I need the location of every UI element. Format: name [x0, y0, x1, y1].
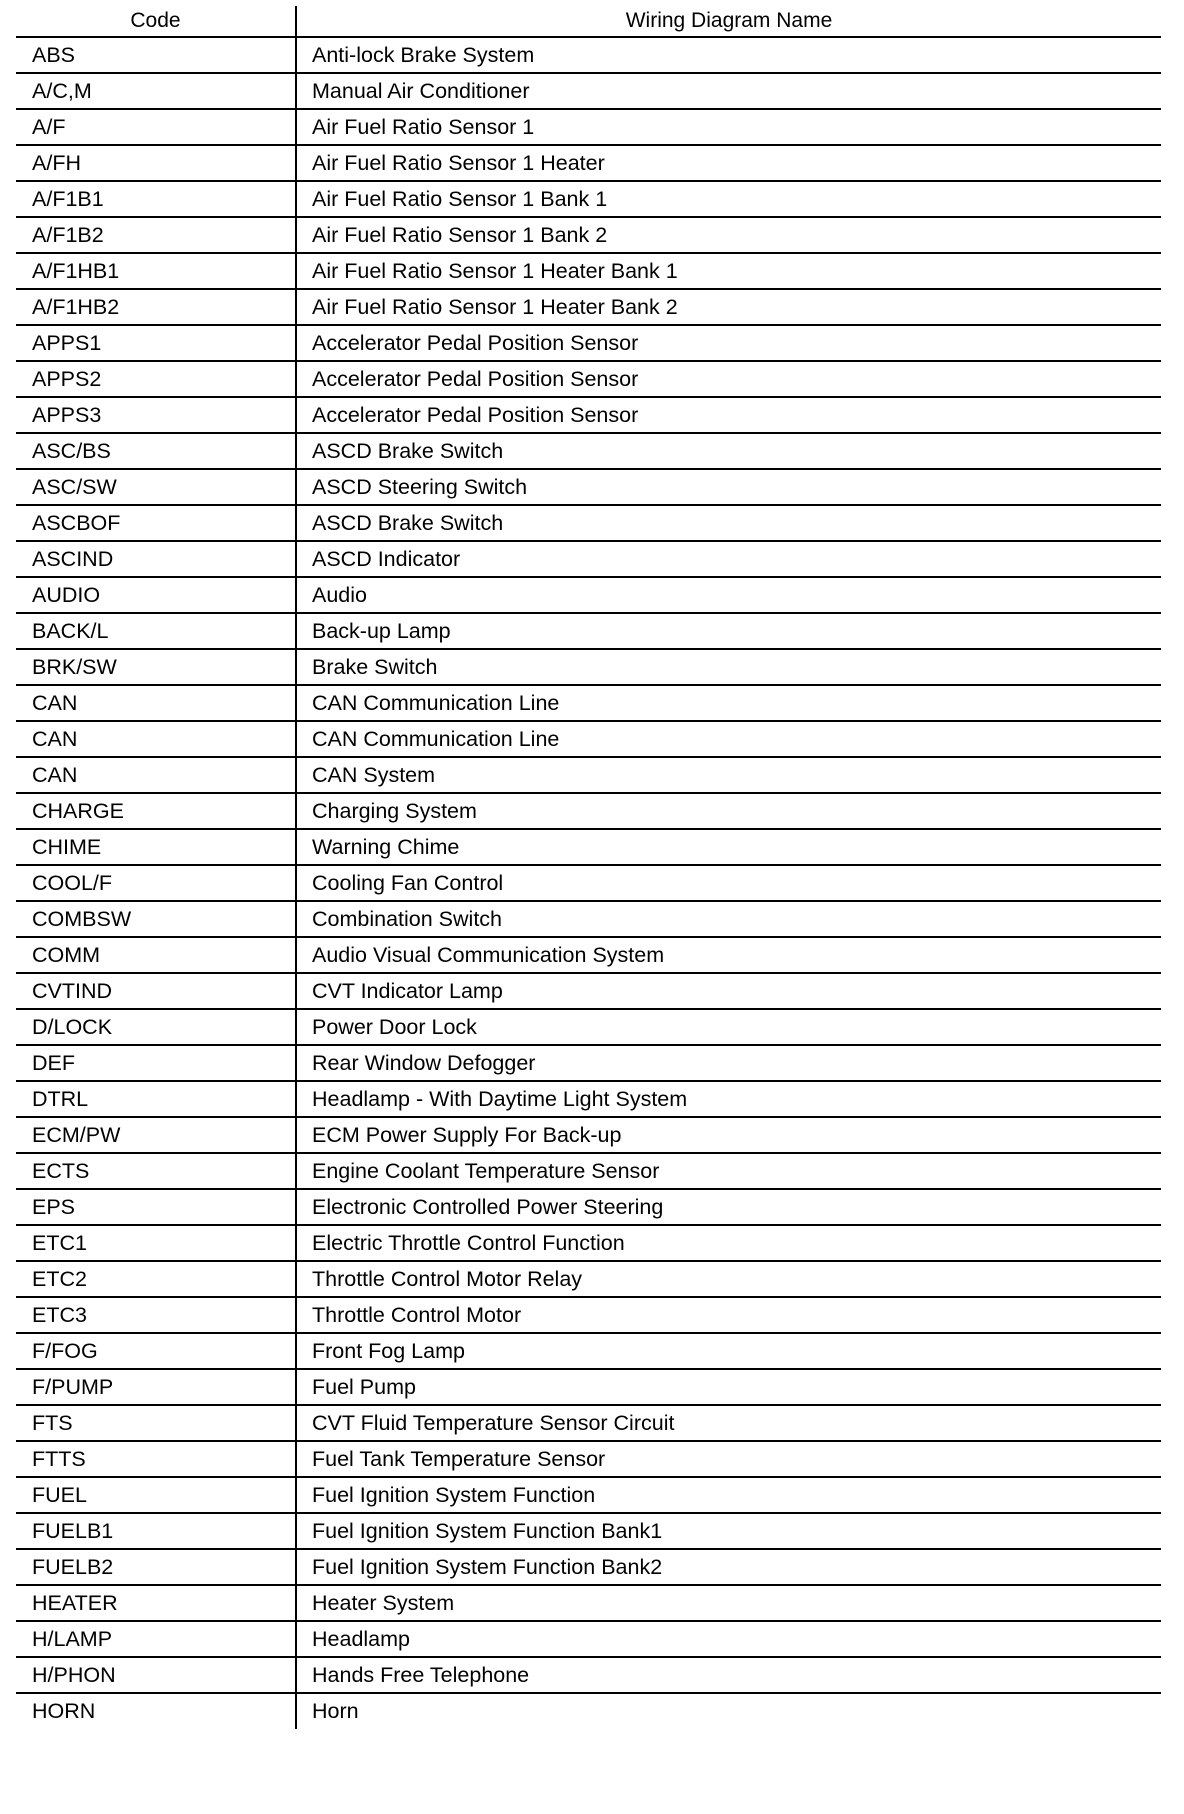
table-row: [16, 1009, 1161, 1045]
wiring-diagram-name-cell: CAN Communication Line: [296, 721, 1161, 757]
code-cell: BRK/SW: [16, 649, 296, 685]
code-cell: CHARGE: [16, 793, 296, 829]
code-cell: ECM/PW: [16, 1117, 296, 1153]
wiring-diagram-name-cell: CAN System: [296, 757, 1161, 793]
wiring-diagram-name-cell: Heater System: [296, 1585, 1161, 1621]
wiring-diagram-name-cell: Fuel Ignition System Function Bank2: [296, 1549, 1161, 1585]
table-header: [16, 6, 1161, 37]
table-row: [16, 1081, 1161, 1117]
code-cell: FTTS: [16, 1441, 296, 1477]
wiring-diagram-name-cell: Throttle Control Motor Relay: [296, 1261, 1161, 1297]
table-row: [16, 757, 1161, 793]
code-cell: APPS2: [16, 361, 296, 397]
wiring-diagram-name-cell: Audio: [296, 577, 1161, 613]
code-cell: HEATER: [16, 1585, 296, 1621]
wiring-diagram-name-cell: Headlamp: [296, 1621, 1161, 1657]
code-cell: COMM: [16, 937, 296, 973]
table-row: [16, 937, 1161, 973]
code-cell: COMBSW: [16, 901, 296, 937]
wiring-diagram-name-cell: ECM Power Supply For Back-up: [296, 1117, 1161, 1153]
code-cell: A/F: [16, 109, 296, 145]
table-row: [16, 397, 1161, 433]
code-cell: D/LOCK: [16, 1009, 296, 1045]
table-row: [16, 793, 1161, 829]
code-cell: FUEL: [16, 1477, 296, 1513]
wiring-diagram-name-cell: Throttle Control Motor: [296, 1297, 1161, 1333]
code-cell: ABS: [16, 37, 296, 73]
table-row: [16, 973, 1161, 1009]
code-cell: ETC3: [16, 1297, 296, 1333]
table-row: [16, 361, 1161, 397]
wiring-diagram-name-cell: Hands Free Telephone: [296, 1657, 1161, 1693]
code-cell: FTS: [16, 1405, 296, 1441]
table-row: [16, 505, 1161, 541]
header-row: [16, 6, 1161, 37]
code-column-header: Code: [16, 6, 296, 37]
code-cell: ASCBOF: [16, 505, 296, 541]
table-row: [16, 1477, 1161, 1513]
code-cell: EPS: [16, 1189, 296, 1225]
table-row: [16, 901, 1161, 937]
code-cell: BACK/L: [16, 613, 296, 649]
code-cell: CHIME: [16, 829, 296, 865]
code-cell: APPS3: [16, 397, 296, 433]
table-row: [16, 721, 1161, 757]
wiring-diagram-name-cell: ASCD Steering Switch: [296, 469, 1161, 505]
table-row: [16, 1585, 1161, 1621]
code-cell: DTRL: [16, 1081, 296, 1117]
code-cell: COOL/F: [16, 865, 296, 901]
code-cell: A/F1HB1: [16, 253, 296, 289]
wiring-diagram-name-column-header: Wiring Diagram Name: [296, 6, 1161, 37]
table-row: [16, 181, 1161, 217]
table-row: [16, 1261, 1161, 1297]
table-row: [16, 1225, 1161, 1261]
wiring-diagram-name-cell: Accelerator Pedal Position Sensor: [296, 325, 1161, 361]
wiring-diagram-name-cell: Air Fuel Ratio Sensor 1 Heater Bank 2: [296, 289, 1161, 325]
table-row: [16, 469, 1161, 505]
code-cell: A/FH: [16, 145, 296, 181]
code-cell: ASCIND: [16, 541, 296, 577]
wiring-diagram-name-cell: Fuel Tank Temperature Sensor: [296, 1441, 1161, 1477]
wiring-diagram-name-cell: Front Fog Lamp: [296, 1333, 1161, 1369]
table-row: [16, 1405, 1161, 1441]
table-row: [16, 73, 1161, 109]
wiring-diagram-name-cell: Engine Coolant Temperature Sensor: [296, 1153, 1161, 1189]
code-cell: CAN: [16, 757, 296, 793]
table-row: [16, 1549, 1161, 1585]
wiring-diagram-name-cell: Air Fuel Ratio Sensor 1 Heater: [296, 145, 1161, 181]
wiring-diagram-name-cell: Headlamp - With Daytime Light System: [296, 1081, 1161, 1117]
code-cell: ASC/SW: [16, 469, 296, 505]
wiring-diagram-name-cell: Air Fuel Ratio Sensor 1 Bank 1: [296, 181, 1161, 217]
code-cell: H/PHON: [16, 1657, 296, 1693]
wiring-diagram-code-table: [16, 6, 1161, 1729]
wiring-diagram-name-cell: Air Fuel Ratio Sensor 1: [296, 109, 1161, 145]
table-row: [16, 325, 1161, 361]
wiring-diagram-name-cell: Manual Air Conditioner: [296, 73, 1161, 109]
wiring-diagram-name-cell: CVT Indicator Lamp: [296, 973, 1161, 1009]
code-cell: FUELB1: [16, 1513, 296, 1549]
wiring-diagram-name-cell: Fuel Ignition System Function: [296, 1477, 1161, 1513]
wiring-diagram-name-cell: Combination Switch: [296, 901, 1161, 937]
code-cell: CAN: [16, 685, 296, 721]
table-row: [16, 613, 1161, 649]
code-cell: A/F1B1: [16, 181, 296, 217]
table-row: [16, 1369, 1161, 1405]
wiring-diagram-name-cell: ASCD Indicator: [296, 541, 1161, 577]
code-cell: H/LAMP: [16, 1621, 296, 1657]
wiring-diagram-name-cell: Rear Window Defogger: [296, 1045, 1161, 1081]
table-row: [16, 217, 1161, 253]
wiring-diagram-name-cell: Warning Chime: [296, 829, 1161, 865]
wiring-diagram-name-cell: CAN Communication Line: [296, 685, 1161, 721]
code-cell: A/F1HB2: [16, 289, 296, 325]
wiring-diagram-name-cell: ASCD Brake Switch: [296, 433, 1161, 469]
code-cell: ETC2: [16, 1261, 296, 1297]
table-row: [16, 37, 1161, 73]
table-row: [16, 145, 1161, 181]
wiring-diagram-name-cell: Accelerator Pedal Position Sensor: [296, 361, 1161, 397]
table-row: [16, 685, 1161, 721]
table-row: [16, 433, 1161, 469]
wiring-diagram-name-cell: Audio Visual Communication System: [296, 937, 1161, 973]
wiring-diagram-name-cell: Fuel Ignition System Function Bank1: [296, 1513, 1161, 1549]
code-cell: FUELB2: [16, 1549, 296, 1585]
table-row: [16, 829, 1161, 865]
table-row: [16, 1117, 1161, 1153]
table-body: [16, 37, 1161, 1729]
wiring-diagram-name-cell: Charging System: [296, 793, 1161, 829]
wiring-diagram-name-cell: Electronic Controlled Power Steering: [296, 1189, 1161, 1225]
wiring-diagram-name-cell: Horn: [312, 1699, 359, 1723]
table-row: [16, 577, 1161, 613]
table-row: [16, 649, 1161, 685]
code-cell: AUDIO: [16, 577, 296, 613]
code-cell: A/F1B2: [16, 217, 296, 253]
code-cell: A/C,M: [16, 73, 296, 109]
table-row: [16, 289, 1161, 325]
code-cell: F/PUMP: [16, 1369, 296, 1405]
wiring-diagram-name-cell: ASCD Brake Switch: [296, 505, 1161, 541]
table-row: [16, 1693, 1161, 1729]
table-row: [16, 1621, 1161, 1657]
table-row: [16, 1657, 1161, 1693]
code-cell: F/FOG: [16, 1333, 296, 1369]
table-row: [16, 541, 1161, 577]
table-row: [16, 1153, 1161, 1189]
code-cell: DEF: [16, 1045, 296, 1081]
table-row: [16, 1513, 1161, 1549]
wiring-diagram-name-cell: Power Door Lock: [296, 1009, 1161, 1045]
wiring-diagram-name-cell: Accelerator Pedal Position Sensor: [296, 397, 1161, 433]
table-row: [16, 1297, 1161, 1333]
table-row: [16, 253, 1161, 289]
wiring-diagram-name-cell: Cooling Fan Control: [296, 865, 1161, 901]
wiring-diagram-name-cell: CVT Fluid Temperature Sensor Circuit: [296, 1405, 1161, 1441]
code-cell: CVTIND: [16, 973, 296, 1009]
table-row: [16, 865, 1161, 901]
code-cell: ETC1: [16, 1225, 296, 1261]
code-cell: CAN: [16, 721, 296, 757]
wiring-diagram-name-cell: Electric Throttle Control Function: [296, 1225, 1161, 1261]
wiring-diagram-name-cell: Brake Switch: [296, 649, 1161, 685]
code-cell: HORN: [16, 1693, 296, 1729]
wiring-diagram-name-cell: Fuel Pump: [296, 1369, 1161, 1405]
table-row: [16, 1045, 1161, 1081]
code-cell: ECTS: [16, 1153, 296, 1189]
wiring-diagram-name-cell: Air Fuel Ratio Sensor 1 Heater Bank 1: [296, 253, 1161, 289]
table-row: [16, 109, 1161, 145]
table-row: [16, 1189, 1161, 1225]
table-row: [16, 1333, 1161, 1369]
wiring-diagram-name-cell: Anti-lock Brake System: [296, 37, 1161, 73]
code-cell: APPS1: [16, 325, 296, 361]
code-cell: ASC/BS: [16, 433, 296, 469]
table-row: [16, 1441, 1161, 1477]
wiring-diagram-name-cell: Air Fuel Ratio Sensor 1 Bank 2: [296, 217, 1161, 253]
wiring-diagram-name-cell: Back-up Lamp: [296, 613, 1161, 649]
